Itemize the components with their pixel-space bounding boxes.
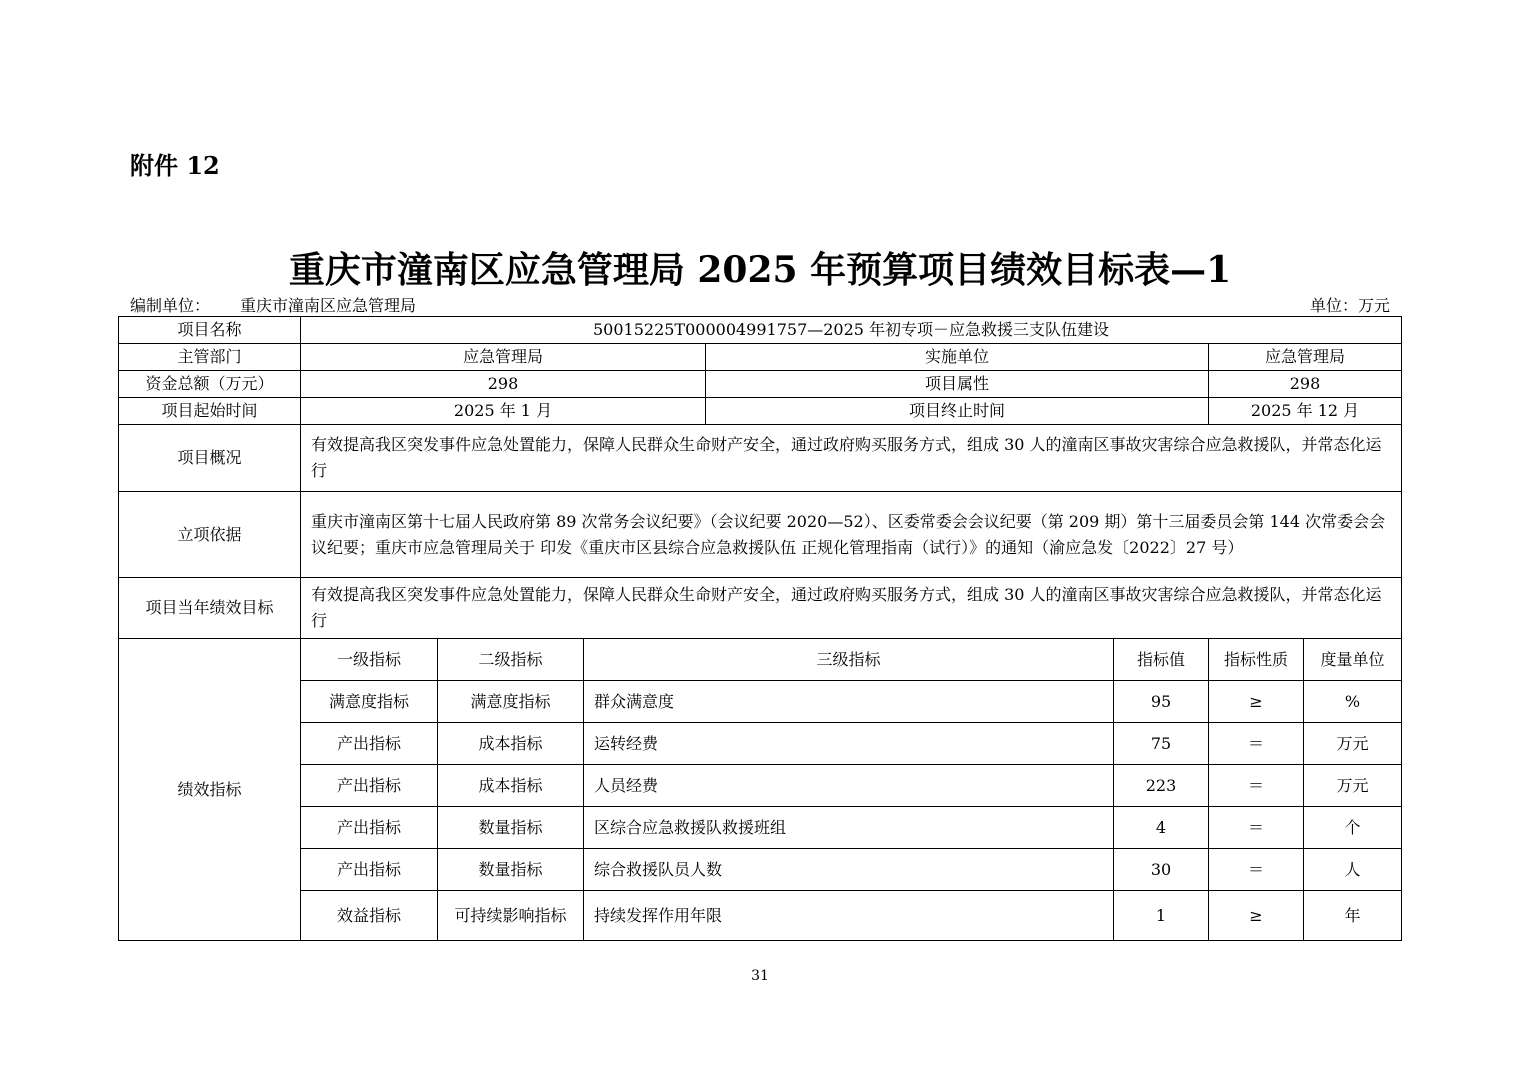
header-value: 指标值 [1114,639,1209,681]
indicator-unit: 年 [1304,891,1402,941]
row-basis [119,492,1402,578]
row-time [119,398,1402,425]
page-title: 重庆市潼南区应急管理局 2025 年预算项目绩效目标表—1 [288,249,1232,291]
unit-label: 单位：万元 [1309,296,1390,315]
indicator-level3: 运转经费 [584,723,1114,765]
indicator-level1: 产出指标 [301,807,438,849]
indicator-level1: 满意度指标 [301,681,438,723]
attr-label: 项目属性 [706,371,1209,398]
end-label: 项目终止时间 [706,398,1209,425]
table-row [119,849,1402,891]
project-name-label: 项目名称 [119,317,301,344]
indicator-level2: 成本指标 [438,723,584,765]
indicator-level3: 区综合应急救援队救援班组 [584,807,1114,849]
indicator-level1: 产出指标 [301,723,438,765]
indicator-level1: 效益指标 [301,891,438,941]
table-row [119,681,1402,723]
attachment-label: 附件 12 [130,151,220,180]
start-label: 项目起始时间 [119,398,301,425]
indicator-level1: 产出指标 [301,765,438,807]
indicator-nature: ＝ [1209,723,1304,765]
table-row [119,765,1402,807]
table-row [119,891,1402,941]
impl-value: 应急管理局 [1209,344,1402,371]
header-level3: 三级指标 [584,639,1114,681]
prepared-by [130,293,416,316]
impl-label: 实施单位 [706,344,1209,371]
dept-label: 主管部门 [119,344,301,371]
indicator-value: 95 [1114,681,1209,723]
indicator-value: 1 [1114,891,1209,941]
table-row [119,807,1402,849]
start-value: 2025 年 1 月 [301,398,706,425]
indicator-unit: 个 [1304,807,1402,849]
header-level1: 一级指标 [301,639,438,681]
indicator-unit: 万元 [1304,765,1402,807]
goal-text: 有效提高我区突发事件应急处置能力，保障人民群众生命财产安全，通过政府购买服务方式，组成 30 人的潼南区事故灾害综合应急救援队，并常态化运行 [301,578,1402,639]
header-unit: 度量单位 [1304,639,1402,681]
indicator-value: 223 [1114,765,1209,807]
basis-text: 重庆市潼南区第十七届人民政府第 89 次常务会议纪要》（会议纪要 2020—52）、区委常委会会议纪要（第 209 期）第十三届委员会第 144 次常委会会议纪要；重庆市应急管理局关于 印发《重庆市区县综合应急救援队伍 正规化管理指南（试行）》的通知（渝应急发〔2022〕27 号） [301,492,1402,578]
indicator-level3: 综合救援队员人数 [584,849,1114,891]
header-nature: 指标性质 [1209,639,1304,681]
project-name-value: 50015225T000004991757—2025 年初专项－应急救援三支队伍建设 [301,317,1402,344]
prepared-by-value: 重庆市潼南区应急管理局 [240,296,417,315]
indicator-level3: 持续发挥作用年限 [584,891,1114,941]
indicator-level3: 人员经费 [584,765,1114,807]
indicator-level2: 成本指标 [438,765,584,807]
header-level2: 二级指标 [438,639,584,681]
basis-label: 立项依据 [119,492,301,578]
indicator-level3: 群众满意度 [584,681,1114,723]
indicator-value: 30 [1114,849,1209,891]
indicator-header-row [119,639,1402,681]
indicator-nature: ＝ [1209,765,1304,807]
end-value: 2025 年 12 月 [1209,398,1402,425]
indicator-unit: % [1304,681,1402,723]
indicator-value: 75 [1114,723,1209,765]
indicator-nature: ＝ [1209,807,1304,849]
indicator-nature: ≥ [1209,891,1304,941]
row-fund [119,371,1402,398]
row-project-name [119,317,1402,344]
indicator-level1: 产出指标 [301,849,438,891]
prepared-by-label: 编制单位： [130,296,211,315]
overview-label: 项目概况 [119,425,301,492]
indicator-unit: 人 [1304,849,1402,891]
indicator-nature: ≥ [1209,681,1304,723]
indicator-nature: ＝ [1209,849,1304,891]
table-row [119,723,1402,765]
row-overview [119,425,1402,492]
performance-table [118,316,1402,941]
fund-value: 298 [301,371,706,398]
goal-label: 项目当年绩效目标 [119,578,301,639]
indicators-label: 绩效指标 [119,639,301,941]
fund-label: 资金总额（万元） [119,371,301,398]
row-goal [119,578,1402,639]
indicator-value: 4 [1114,807,1209,849]
row-department [119,344,1402,371]
indicator-level2: 数量指标 [438,849,584,891]
page-number: 31 [751,968,769,984]
indicator-level2: 满意度指标 [438,681,584,723]
attr-value: 298 [1209,371,1402,398]
indicator-level2: 数量指标 [438,807,584,849]
indicator-level2: 可持续影响指标 [438,891,584,941]
overview-text: 有效提高我区突发事件应急处置能力，保障人民群众生命财产安全，通过政府购买服务方式，组成 30 人的潼南区事故灾害综合应急救援队，并常态化运行 [301,425,1402,492]
dept-value: 应急管理局 [301,344,706,371]
indicator-unit: 万元 [1304,723,1402,765]
